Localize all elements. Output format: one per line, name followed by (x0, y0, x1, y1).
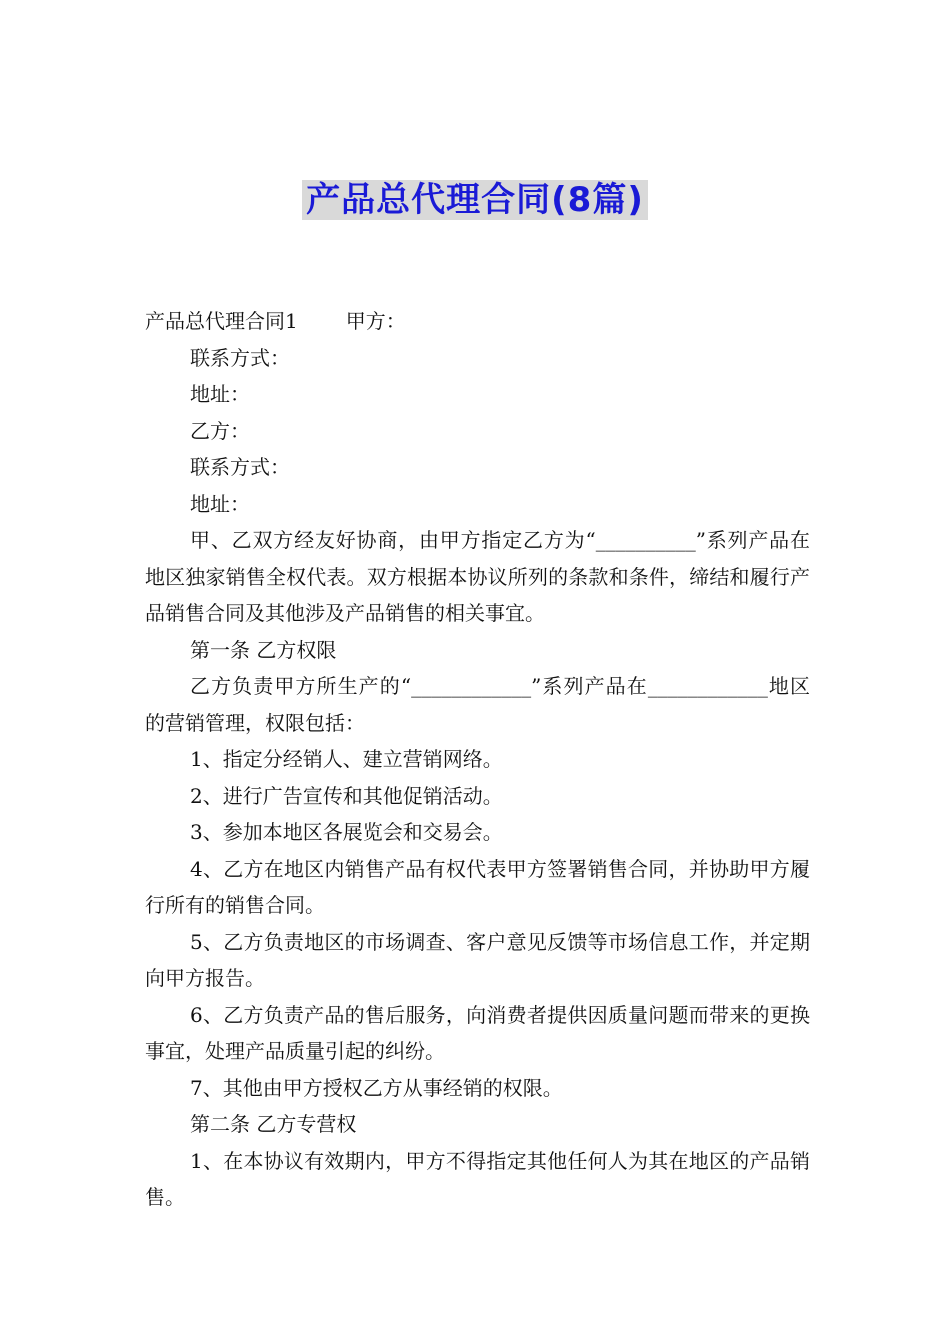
party-a-label: 甲方： (345, 309, 406, 333)
contract-heading: 产品总代理合同1 (145, 309, 298, 333)
article-1-item-4: 4、乙方在地区内销售产品有权代表甲方签署销售合同，并协助甲方履行所有的销售合同。 (145, 856, 810, 917)
article-1-item-5: 5、乙方负责地区的市场调查、客户意见反馈等市场信息工作，并定期向甲方报告。 (145, 929, 810, 990)
document-title: 产品总代理合同(8篇) (302, 180, 648, 220)
article-2-item-1: 1、在本协议有效期内，甲方不得指定其他任何人为其在地区的产品销售。 (145, 1148, 810, 1209)
preamble-paragraph: 甲、乙双方经友好协商，由甲方指定乙方为“__________”系列产品在地区独家销售全权代表。双方根据本协议所列的条款和条件，缔结和履行产品销售合同及其他涉及产品销售的相关事宜。 (145, 528, 810, 625)
document-body (145, 303, 810, 1216)
article-1-item-1: 1、指定分经销人、建立营销网络。 (190, 747, 503, 771)
article-1-intro: 乙方负责甲方所生产的“____________”系列产品在____________地区的营销管理，权限包括： (145, 674, 810, 735)
party-a-contact: 联系方式： (190, 345, 290, 370)
party-a-address: 地址： (190, 382, 250, 406)
article-1-item-7: 7、其他由甲方授权乙方从事经销的权限。 (190, 1075, 563, 1100)
party-b-address: 地址： (190, 491, 250, 516)
article-2-heading: 第二条 乙方专营权 (190, 1112, 357, 1136)
contract-heading-line (145, 303, 810, 340)
article-1-item-3: 3、参加本地区各展览会和交易会。 (190, 820, 503, 844)
party-b-label: 乙方： (190, 418, 250, 443)
article-1-item-2: 2、进行广告宣传和其他促销活动。 (190, 783, 503, 808)
article-1-item-6: 6、乙方负责产品的售后服务，向消费者提供因质量问题而带来的更换事宜，处理产品质量引起的纠纷。 (145, 1002, 810, 1063)
article-1-heading: 第一条 乙方权限 (190, 637, 337, 662)
party-b-contact: 联系方式： (190, 455, 290, 479)
title-container (0, 180, 950, 220)
